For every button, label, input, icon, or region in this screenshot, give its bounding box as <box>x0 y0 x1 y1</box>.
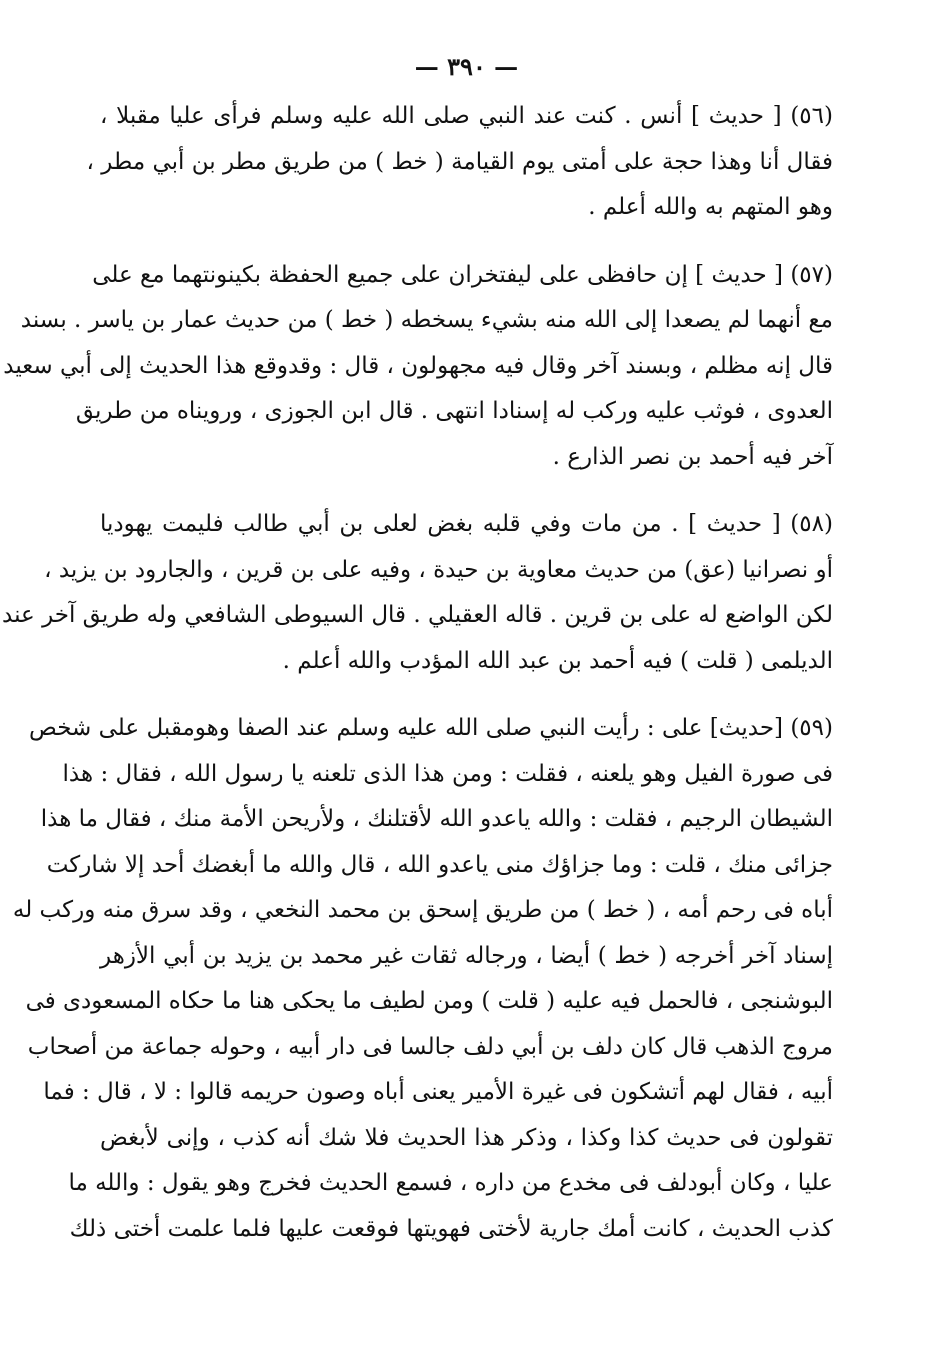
text-line: الديلمى ( قلت ) فيه أحمد بن عبد الله المؤدب والله أعلم . <box>282 647 833 674</box>
text-line: (٥٧) [ حديث ] إن حافظى على ليفتخران على جميع الحفظة بكينونتهما مع على <box>92 261 833 288</box>
text-line: قال إنه مظلم ، وبسند آخر وقال فيه مجهولون ، قال : وقدوقع هذا الحديث إلى أبي سعيد <box>3 352 833 379</box>
hadith-entry-58 <box>2 502 833 684</box>
text-line: فى صورة الفيل وهو يلعنه ، فقلت : ومن هذا الذى تلعنه يا رسول الله ، فقال : هذا <box>62 760 833 787</box>
page-number: — ٣٩٠ — <box>414 52 519 81</box>
text-line: تقولون فى حديث كذا وكذا ، وذكر هذا الحديث فلا شك أنه كذب ، وإنى لأبغض <box>100 1124 833 1151</box>
text-line: كذب الحديث ، كانت أمك جارية لأختى فهويتها فوقعت عليها فلما علمت أختى ذلك <box>69 1215 833 1242</box>
text-line: لكن الواضع له على بن قرين . قاله العقيلي . قال السيوطى الشافعي وله طريق آخر عند <box>2 602 833 628</box>
text-line: (٥٨) [ حديث ] . من مات وفي قلبه بغض لعلى بن أبي طالب فليمت يهوديا <box>100 511 833 537</box>
text-line: إسناد آخر أخرجه ( خط ) أيضا ، ورجاله ثقات غير محمد بن يزيد بن أبي الأزهر <box>100 942 833 969</box>
hadith-entry-57 <box>3 253 833 481</box>
text-line: (٥٦) [ حديث ] أنس . كنت عند النبي صلى الله عليه وسلم فرأى عليا مقبلا ، <box>100 103 833 129</box>
text-line: جزائى منك ، قلت : وما جزاؤك منى ياعدو الله ، قال والله ما أبغضك أحد إلا شاركت <box>46 851 833 878</box>
text-line: فقال أنا وهذا حجة على أمتى يوم القيامة ( خط ) من طريق مطر بن أبي مطر ، <box>86 148 833 175</box>
text-line: الشيطان الرجيم ، فقلت : والله ياعدو الله لأقتلنك ، ولأريحن الأمة منك ، فقال ما هذا <box>40 806 833 832</box>
text-line: آخر فيه أحمد بن نصر الذارع . <box>552 443 833 470</box>
text-line: أباه فى رحم أمه ، ( خط ) من طريق إسحق بن محمد النخعي ، وقد سرق منه وركب له <box>12 897 833 923</box>
text-line: مروج الذهب قال كان دلف بن أبي دلف جالسا فى دار أبيه ، وحوله جماعة من أصحاب <box>27 1033 833 1060</box>
text-line: عليا ، وكان أبودلف فى مخدع من داره ، فسمع الحديث فخرج وهو يقول : والله ما <box>68 1170 833 1196</box>
hadith-entry-56 <box>86 94 833 231</box>
book-page <box>2 50 833 1274</box>
text-line: البوشنجى ، فالحمل فيه عليه ( قلت ) ومن لطيف ما يحكى هنا ما حكاه المسعودى فى <box>25 988 833 1014</box>
text-line: (٥٩) [حديث] على : رأيت النبي صلى الله عليه وسلم عند الصفا وهومقبل على شخص <box>29 715 833 741</box>
text-line: العدوى ، فوثب عليه وركب له إسنادا انتهى . قال ابن الجوزى ، ورويناه من طريق <box>75 398 833 424</box>
text-line: مع أنهما لم يصعدا إلى الله منه بشيء يسخطه ( خط ) من حديث عمار بن ياسر . بسند <box>20 307 833 333</box>
text-line: أبيه ، فقال لهم أتشكون فى غيرة الأمير يعنى أباه وصون حريمه قالوا : لا ، قال : فما <box>43 1079 833 1105</box>
hadith-entry-59 <box>12 706 833 1252</box>
text-line: وهو المتهم به والله أعلم . <box>588 194 833 220</box>
text-line: أو نصرانيا (عق) من حديث معاوية بن حيدة ، وفيه على بن قرين ، والجارود بن يزيد ، <box>44 556 833 583</box>
